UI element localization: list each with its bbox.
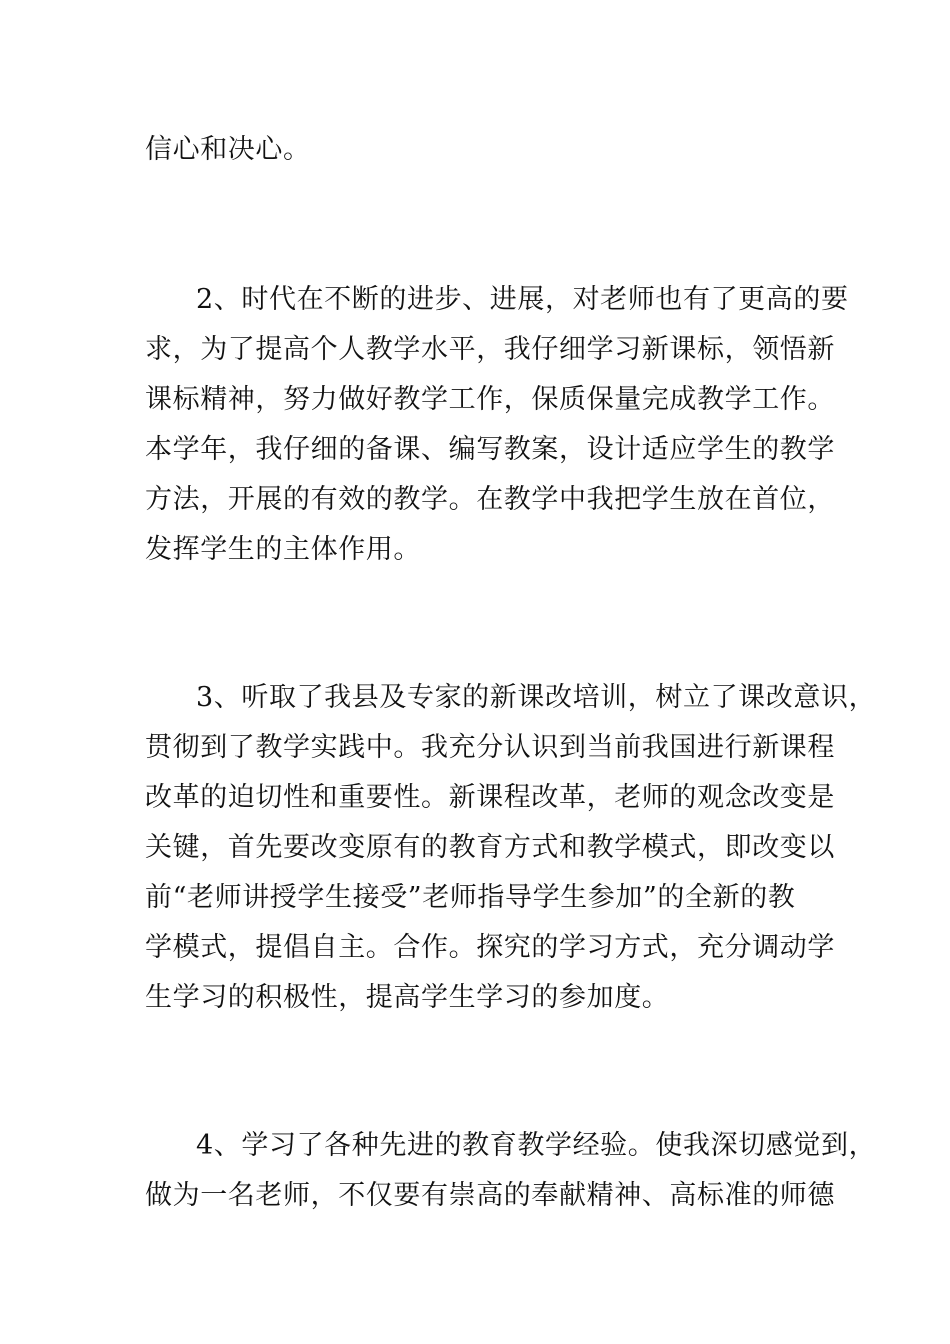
text-line: 信心和决心。 (145, 134, 311, 165)
paragraph-3-line: 关键，首先要改变原有的教育方式和教学模式，即改变以 (145, 832, 835, 863)
paragraph-3-line: 改革的迫切性和重要性。新课程改革，老师的观念改变是 (145, 782, 835, 813)
paragraph-4-line: 做为一名老师，不仅要有崇高的奉献精神、高标准的师德 (145, 1180, 835, 1211)
paragraph-4-line: 4、学习了各种先进的教育教学经验。使我深切感觉到， (196, 1130, 877, 1161)
paragraph-2-line: 本学年，我仔细的备课、编写教案，设计适应学生的教学 (145, 434, 835, 465)
paragraph-3-line: 生学习的积极性，提高学生学习的参加度。 (145, 982, 670, 1013)
paragraph-3-line: 贯彻到了教学实践中。我充分认识到当前我国进行新课程 (145, 732, 835, 763)
paragraph-2-line: 发挥学生的主体作用。 (145, 534, 421, 565)
paragraph-3-line: 前“老师讲授学生接受”老师指导学生参加”的全新的教 (145, 882, 796, 913)
paragraph-2-line: 方法，开展的有效的教学。在教学中我把学生放在首位， (145, 484, 835, 515)
paragraph-2-line: 课标精神，努力做好教学工作，保质保量完成教学工作。 (145, 384, 835, 415)
paragraph-3-line: 3、听取了我县及专家的新课改培训，树立了课改意识， (196, 682, 877, 713)
paragraph-2-line: 2、时代在不断的进步、进展，对老师也有了更高的要 (196, 284, 849, 315)
paragraph-3-line: 学模式，提倡自主。合作。探究的学习方式，充分调动学 (145, 932, 835, 963)
paragraph-2-line: 求，为了提高个人教学水平，我仔细学习新课标，领悟新 (145, 334, 835, 365)
